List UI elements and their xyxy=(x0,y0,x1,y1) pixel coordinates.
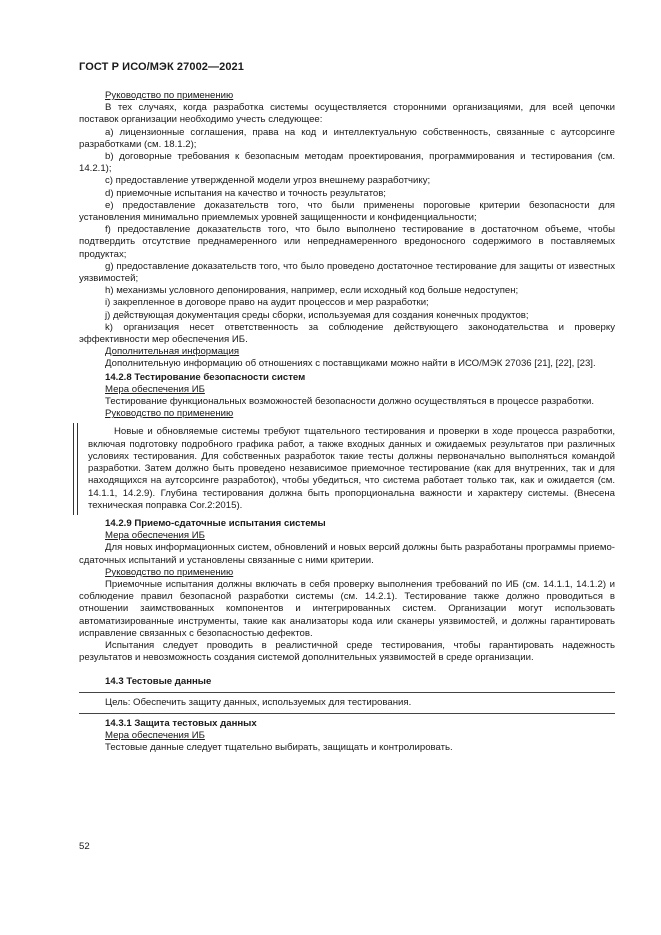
list-item: j) действующая документация среды сборки, используемая для создания конечных продуктов; xyxy=(105,309,529,321)
standard-header: ГОСТ Р ИСО/МЭК 27002—2021 xyxy=(79,61,244,73)
list-item: g) предоставление доказательств того, что было проведено достаточное тестирование для защиты от известных уязвимостей; xyxy=(79,260,615,285)
section-heading-14-3: 14.3 Тестовые данные xyxy=(105,676,212,688)
guide-title: Руководство по применению xyxy=(105,90,234,101)
list-item: b) договорные требования к безопасным методам проектирования, программирования и тестирования (см. 14.2.1); xyxy=(79,151,615,175)
amended-paragraph xyxy=(79,423,615,514)
list-item: c) предоставление утвержденной модели угроз внешнему разработчику; xyxy=(105,175,431,187)
additional-info-text: Дополнительную информацию об отношениях с поставщиками можно найти в ИСО/МЭК 27036 [21], [22], [23]. xyxy=(105,358,596,370)
measure-title: Мера обеспечения ИБ xyxy=(105,530,205,542)
section-heading-14-2-8: 14.2.8 Тестирование безопасности систем xyxy=(105,371,306,383)
amended-text: Новые и обновляемые системы требуют тщательного тестирования и проверки в ходе процесса разработки, включая подготовку подробного графика работ, а также входных данных и ожидаемых результатов при различных условиях тестирования. Для собственных разработок такие тесты должны первоначально выполняться командой разработки. Затем должно быть проведено независимое приемочное тестирование (как для внутренних, так и для находящихся на аутсорсинге разработок), чтобы убедиться, что система работает только так, как и ожидается (см. 14.1.1, 14.2.9). Глубина тестирования должна быть пропорциональна важности и характеру системы. (Внесена техническая поправка Cor.2:2015). xyxy=(88,426,615,511)
guide-title: Руководство по применению xyxy=(105,566,234,578)
list-item: e) предоставление доказательств того, что были применены пороговые критерии безопасности для установления минимально приемлемых уровней защищенности и конфиденциальности; xyxy=(79,199,615,224)
measure-text: Для новых информационных систем, обновлений и новых версий должны быть разработаны программы приемо-сдаточных испытаний и установлены связанные с ними критерии. xyxy=(79,542,615,566)
section-heading-14-3-1: 14.3.1 Защита тестовых данных xyxy=(105,717,257,729)
goal-text: Цель: Обеспечить защиту данных, используемых для тестирования. xyxy=(105,696,412,708)
amendment-marker xyxy=(73,423,78,514)
measure-title: Мера обеспечения ИБ xyxy=(105,383,205,395)
goal-box xyxy=(79,692,615,714)
guide-title: Руководство по применению xyxy=(105,408,234,420)
page-body xyxy=(79,90,615,754)
page-number: 52 xyxy=(79,841,90,852)
measure-text: Тестовые данные следует тщательно выбирать, защищать и контролировать. xyxy=(105,742,453,754)
list-item: h) механизмы условного депонирования, например, если исходный код больше недоступен; xyxy=(105,285,519,297)
measure-text: Тестирование функциональных возможностей безопасности должно осуществляться в процессе разработки. xyxy=(105,396,595,408)
list-item: i) закрепленное в договоре право на аудит процессов и мер разработки; xyxy=(105,297,429,309)
guide-paragraph: Приемочные испытания должны включать в себя проверку выполнения требований по ИБ (см. 14.1.1, 14.1.2) и соблюдение правил безопасной разработки системы (см. 14.2.1). Тестирование также должно проводиться в отношении заимствованных компонентов и интегрированных систем. Организации могут использовать автоматизированные инструменты, такие как анализаторы кода или сканеры уязвимостей, и должны гарантировать исправление связанных с безопасностью дефектов. xyxy=(79,578,615,639)
list-item: f) предоставление доказательств того, что было выполнено тестирование в достаточном объеме, чтобы подтвердить отсутствие преднамеренного или непреднамеренного вредоносного содержимого в поставляемых продуктах; xyxy=(79,224,615,260)
list-item: a) лицензионные соглашения, права на код и интеллектуальную собственность, связанные с аутсорсинге разработками (см. 18.1.2); xyxy=(79,126,615,150)
measure-title: Мера обеспечения ИБ xyxy=(105,729,205,741)
list-item: d) приемочные испытания на качество и точность результатов; xyxy=(105,187,386,199)
guide-paragraph: Испытания следует проводить в реалистичной среде тестирования, чтобы гарантировать надежность результатов и невозможность создания системой дополнительных уязвимостей в среде организации. xyxy=(79,639,615,664)
section-heading-14-2-9: 14.2.9 Приемо-сдаточные испытания системы xyxy=(105,517,326,529)
guide-intro: В тех случаях, когда разработка системы осуществляется сторонними организациями, для всей цепочки поставок организации необходимо учесть следующее: xyxy=(79,102,615,126)
list-item: k) организация несет ответственность за соблюдение действующего законодательства и проверку эффективности мер обеспечения ИБ. xyxy=(79,321,615,346)
additional-info-title: Дополнительная информация xyxy=(105,346,240,358)
